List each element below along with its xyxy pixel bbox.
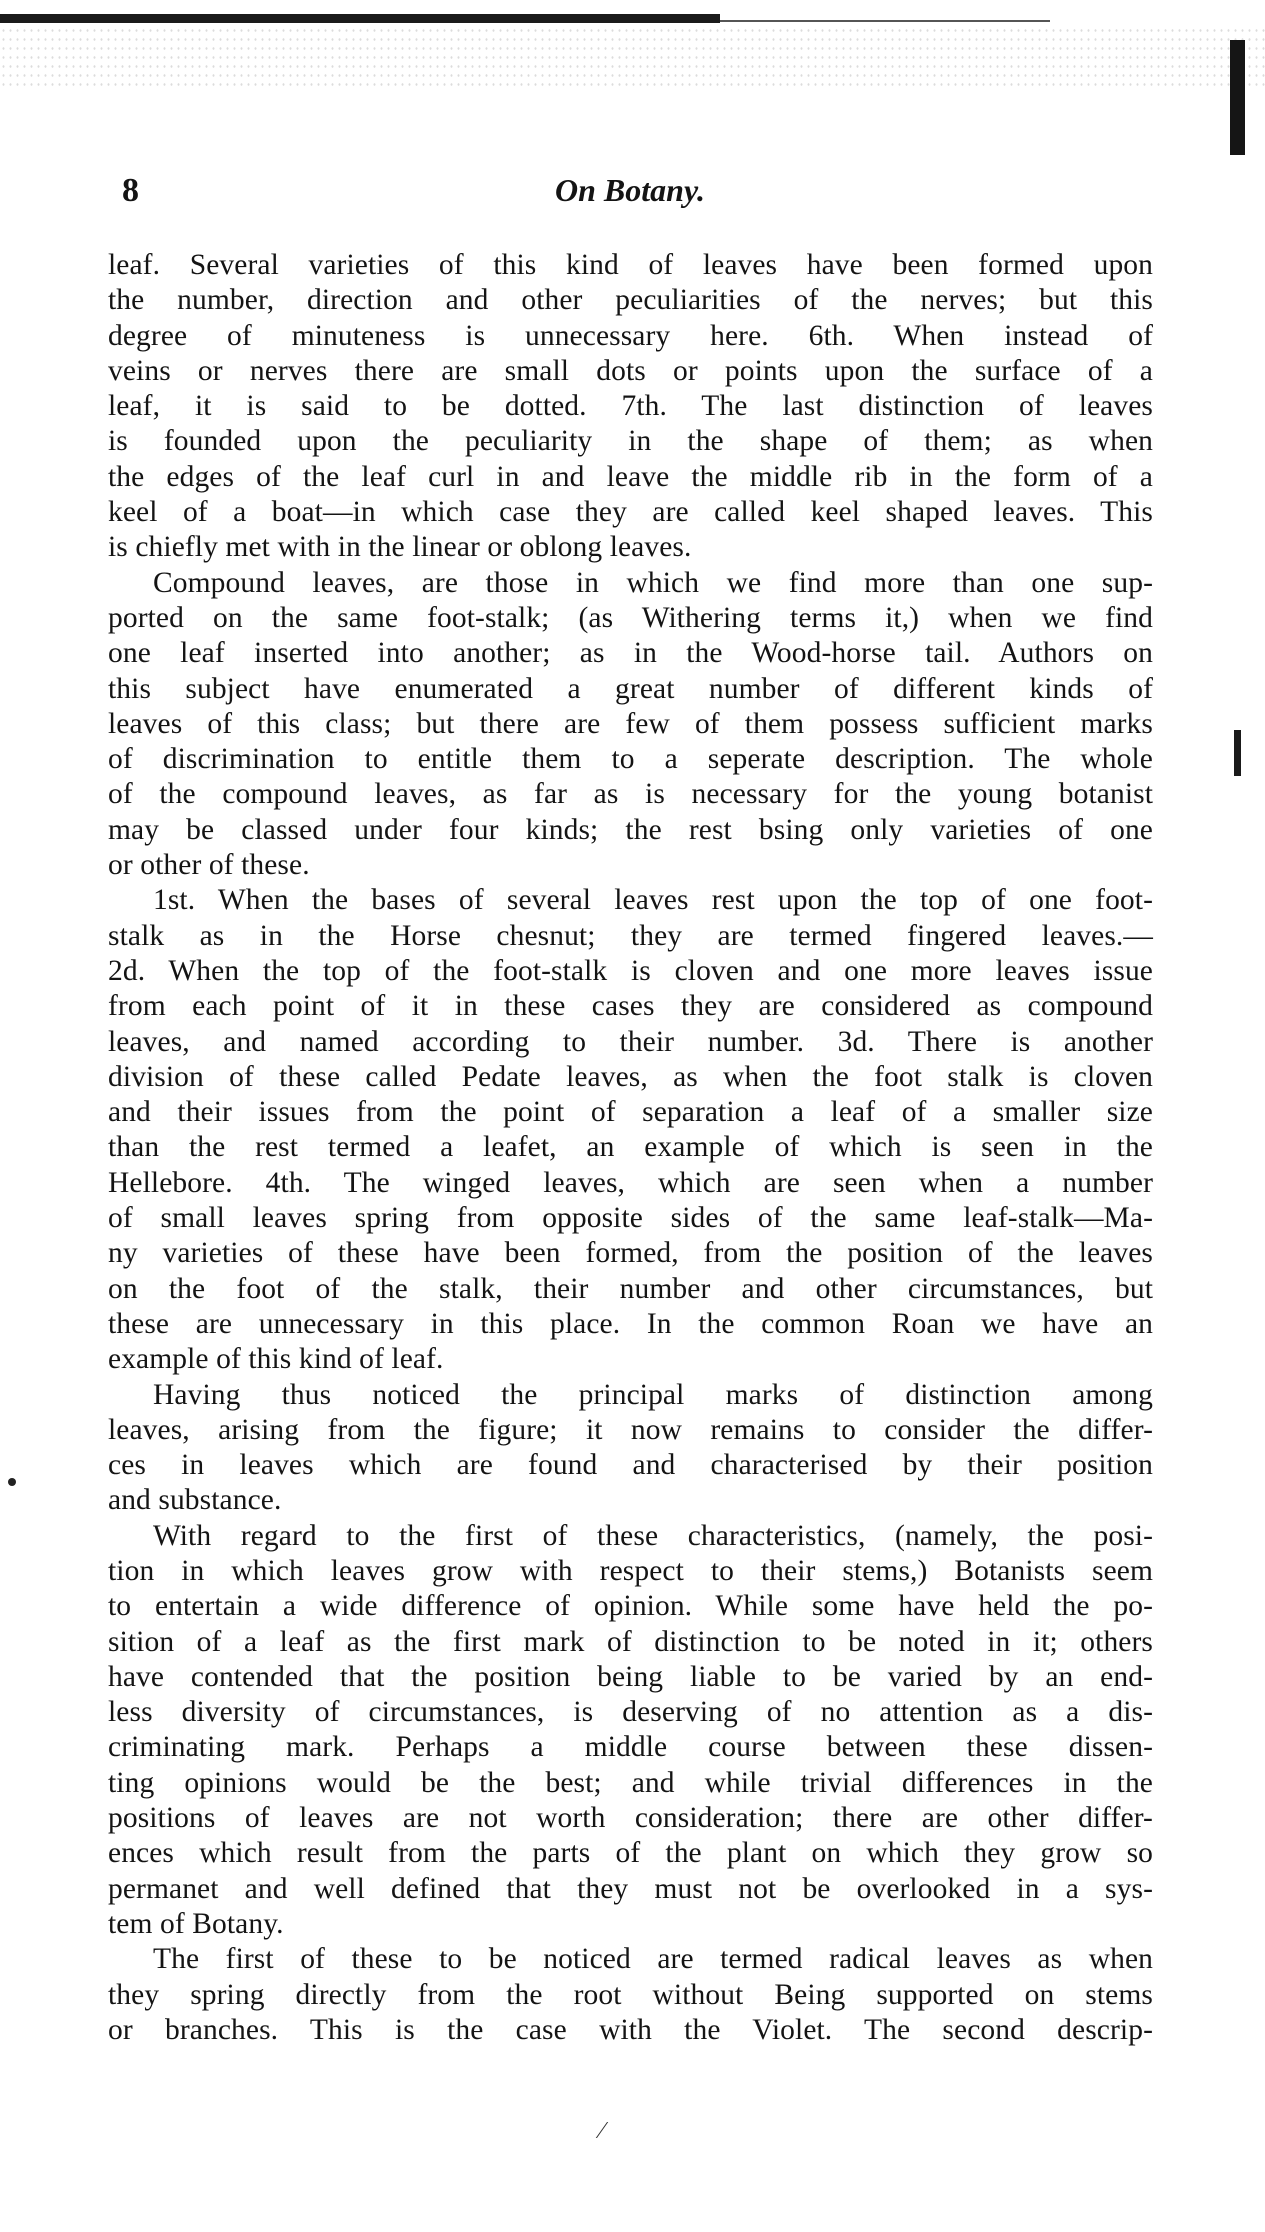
text-line: this subject have enumerated a great number of different kinds of [108,672,1153,705]
text-line: leaf. Several varieties of this kind of leaves have been formed upon [108,249,1153,281]
text-line: tion in which leaves grow with respect to their stems,) Botanists seem [108,1554,1153,1587]
text-line: Compound leaves, are those in which we find more than one sup- [153,566,1153,599]
text-line: leaves, and named according to their number. 3d. There is another [108,1025,1153,1058]
text-line: With regard to the first of these characteristics, (namely, the posi- [153,1519,1153,1552]
footer-ink-mark: ⁄ [600,2118,605,2144]
text-line: permanet and well defined that they must not be overlooked in a sys- [108,1872,1153,1905]
page-edge-bar [1230,40,1245,155]
text-line: is chiefly met with in the linear or oblong leaves. [108,531,692,564]
text-line: the number, direction and other peculiarities of the nerves; but this [108,284,1153,317]
paper-speckle [0,26,1265,86]
text-line: they spring directly from the root without Being supported on stems [108,1978,1153,2011]
text-line: of the compound leaves, as far as is necessary for the young botanist [108,778,1153,811]
text-line: the edges of the leaf curl in and leave the middle rib in the form of a [108,460,1153,493]
text-line: is founded upon the peculiarity in the shape of them; as when [108,425,1153,458]
text-line: these are unnecessary in this place. In the common Roan we have an [108,1307,1153,1340]
text-line: or branches. This is the case with the Violet. The second descrip- [108,2013,1153,2046]
body-text [108,248,1153,2048]
top-border-rule [0,14,720,23]
text-line: of small leaves spring from opposite sides of the same leaf-stalk—Ma- [108,1202,1153,1235]
text-line: to entertain a wide difference of opinion. While some have held the po- [108,1590,1153,1623]
text-line: of discrimination to entitle them to a seperate description. The whole [108,743,1153,776]
text-line: and their issues from the point of separation a leaf of a smaller size [108,1096,1153,1129]
page-edge-mark [1234,730,1241,776]
text-line: ported on the same foot-stalk; (as Withering terms it,) when we find [108,601,1153,634]
text-line: sition of a leaf as the first mark of distinction to be noted in it; others [108,1625,1153,1658]
text-line: and substance. [108,1484,282,1517]
text-line: degree of minuteness is unnecessary here. 6th. When instead of [108,319,1153,352]
running-title: On Botany. [555,172,705,208]
text-line: ny varieties of these have been formed, from the position of the leaves [108,1237,1153,1270]
text-line: ces in leaves which are found and characterised by their position [108,1449,1153,1482]
text-line: criminating mark. Perhaps a middle course between these dissen- [108,1731,1153,1764]
text-line: veins or nerves there are small dots or points upon the surface of a [108,354,1153,387]
text-line: or other of these. [108,849,310,882]
page-number: 8 [122,172,139,209]
text-line: leaves, arising from the figure; it now remains to consider the differ- [108,1413,1153,1446]
text-line: on the foot of the stalk, their number and other circumstances, but [108,1272,1153,1305]
text-line: division of these called Pedate leaves, as when the foot stalk is cloven [108,1060,1153,1093]
top-border-rule-thin [720,20,1050,22]
text-line: from each point of it in these cases they are considered as compound [108,990,1153,1023]
text-line: positions of leaves are not worth consideration; there are other differ- [108,1802,1153,1835]
text-line: have contended that the position being liable to be varied by an end- [108,1660,1153,1693]
text-line: example of this kind of leaf. [108,1343,444,1376]
text-line: stalk as in the Horse chesnut; they are termed fingered leaves.— [108,919,1153,952]
text-line: keel of a boat—in which case they are called keel shaped leaves. This [108,496,1153,529]
margin-dot [8,1478,16,1486]
text-line: Having thus noticed the principal marks of distinction among [153,1378,1153,1411]
text-line: than the rest termed a leafet, an example of which is seen in the [108,1131,1153,1164]
running-head [110,172,1150,212]
text-line: Hellebore. 4th. The winged leaves, which are seen when a number [108,1166,1153,1199]
text-line: ences which result from the parts of the plant on which they grow so [108,1837,1153,1870]
text-line: The first of these to be noticed are termed radical leaves as when [153,1943,1153,1976]
text-line: leaf, it is said to be dotted. 7th. The last distinction of leaves [108,390,1153,423]
text-line: leaves of this class; but there are few of them possess sufficient marks [108,707,1153,740]
text-line: less diversity of circumstances, is deserving of no attention as a dis- [108,1696,1153,1729]
text-line: 2d. When the top of the foot-stalk is cloven and one more leaves issue [108,954,1153,987]
text-line: may be classed under four kinds; the rest bsing only varieties of one [108,813,1153,846]
text-line: one leaf inserted into another; as in the Wood-horse tail. Authors on [108,637,1153,670]
text-line: 1st. When the bases of several leaves rest upon the top of one foot- [153,884,1153,917]
text-line: tem of Botany. [108,1907,284,1940]
text-line: ting opinions would be the best; and while trivial differences in the [108,1766,1153,1799]
